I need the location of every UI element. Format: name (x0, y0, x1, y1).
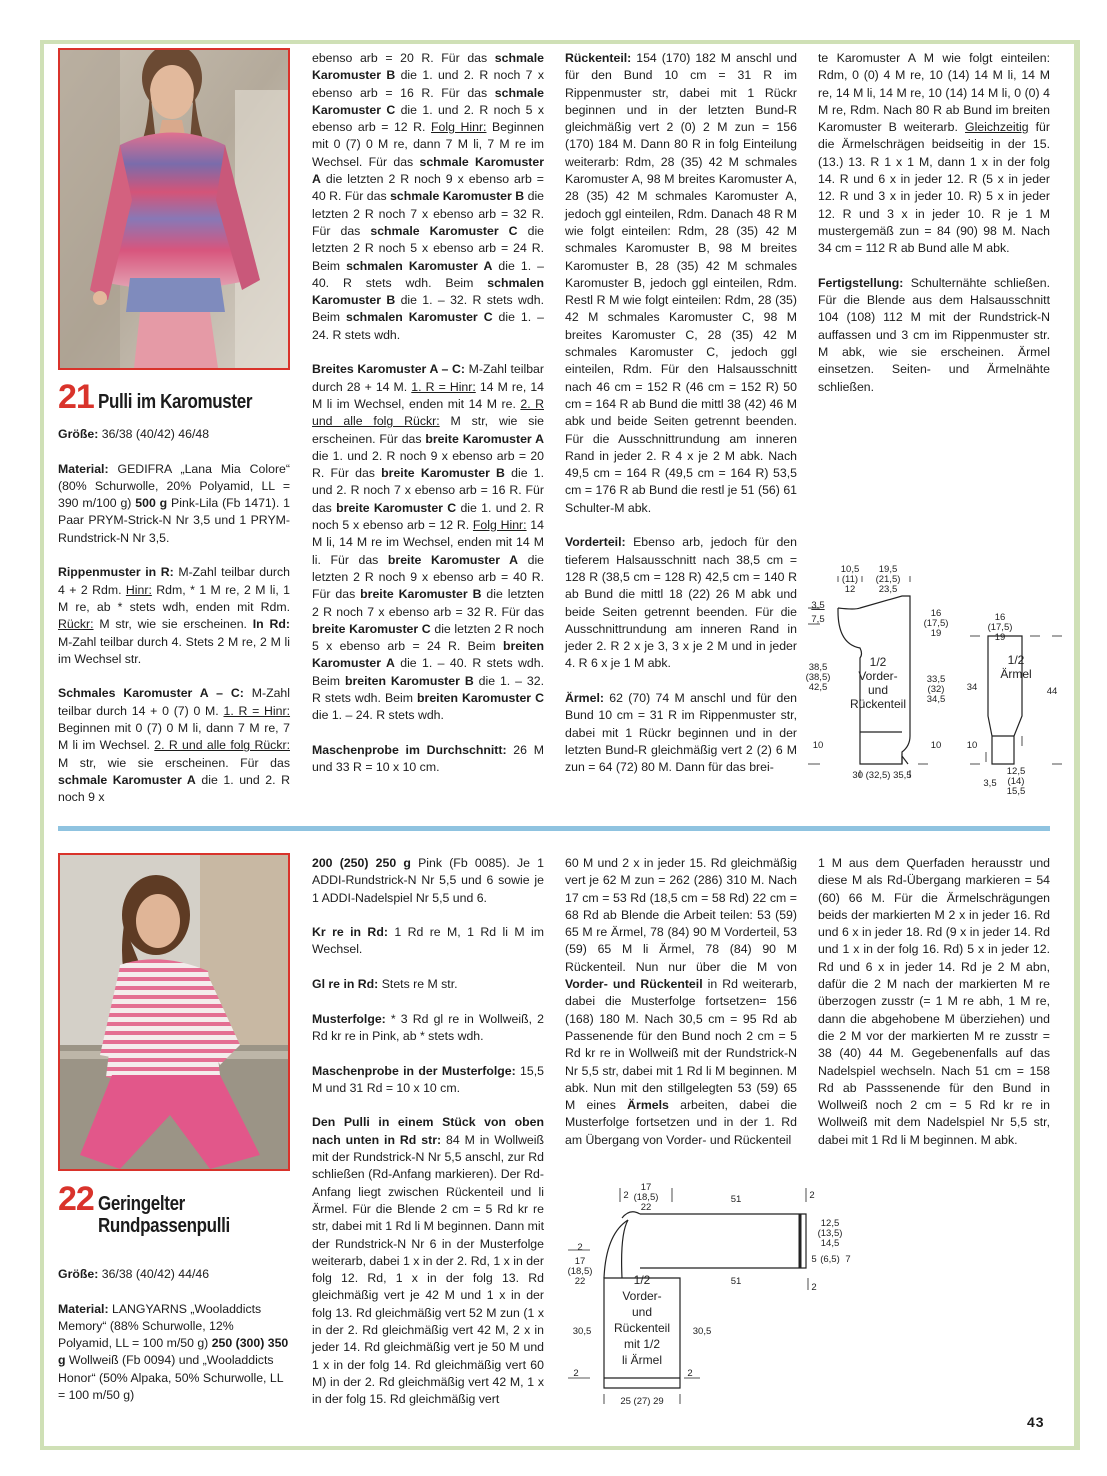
dim-text: (32) (927, 684, 945, 695)
c2-t8: die 1. – 40. R stets wdh. Beim (312, 258, 545, 290)
pattern-title-21: Pulli im Karomuster (98, 391, 253, 413)
c3-t1: 60 M und 2 x in jeder 15. Rd gleichmäßig vert je 62 M zun = 262 (286) 310 M. Nach 17 cm = 53 Rd (18,5 cm = 58 Rd) 22 cm = 68 Rd ab Blende die Arbeit teilen: 53 (59) 65 M re Ärmel, 78 (84) 90 M Vorderteil, 53 (59) 65 M li Ärmel, 78 (84) 90 M Rückenteil. Nun nur über die M von (565, 856, 797, 974)
schmal-text-1: M-Zahl teilbar durch 14 + 0 (7) 0 M. (58, 686, 290, 718)
label-maschenprobe-22: Maschenprobe in der Musterfolge: (312, 1063, 516, 1078)
rippen-text-2: Rdm, * 1 M re, 2 M li, 1 M re, ab * stets wdh, enden mit Rdm. (58, 582, 291, 614)
breit-kb3: breiten Karomuster B (344, 673, 474, 688)
col-21-4 (818, 50, 1050, 396)
c2-kc3: schmalen Karomuster C (346, 310, 493, 325)
dim-text: (11) (841, 574, 859, 585)
dim-text: 12,5 (1006, 766, 1026, 777)
dim-text: 10 (812, 740, 824, 751)
col-22-3 (565, 855, 797, 1149)
piece-label: mit 1/2 (623, 1337, 661, 1351)
col-22-4 (818, 855, 1050, 1149)
breit-t13: die 1. – 24. R stets wdh. (312, 708, 444, 723)
dim-text: 10,5 (840, 564, 860, 575)
breit-t12: die 1. – 32. R stets wdh. Beim (312, 673, 545, 705)
label-groesse-22: Größe: (58, 1267, 99, 1281)
schmal-text-2: Beginnen mit 0 (7) 0 M li, dann 7 M re, 7 M li im Wechsel. (58, 721, 290, 753)
c2-kc: schmale Karomuster C (312, 85, 544, 117)
col-21-1 (58, 426, 290, 807)
piece-label: Vorder- (622, 1289, 662, 1303)
dim-text: 2 (577, 1242, 583, 1253)
piece-label: Rückenteil (849, 697, 907, 711)
maschenprobe-22: 15,5 M und 31 Rd = 10 x 10 cm. (312, 1063, 544, 1095)
label-breites-karomuster: Breites Karomuster A – C: (312, 362, 465, 377)
dim-text: 7,5 (811, 614, 825, 625)
dim-text: 16 (930, 608, 942, 619)
material-21-text: GEDIFRA „Lana Mia Colore“ (80% Schurwolle, 20% Polyamid, LL = 390 m/100 g) (58, 461, 290, 511)
piece-label: li Ärmel (621, 1353, 663, 1367)
section-divider (58, 826, 1050, 831)
piece-label: und (867, 683, 889, 697)
breit-t2: 14 M re, 14 M li im Wechsel, enden mit 14 M re. (312, 379, 544, 411)
dim-text: 30 (32,5) 35,5 (852, 770, 912, 781)
c2-t2: die 1. und 2. R noch 7 x ebenso arb = 16 R. Für das (312, 68, 544, 100)
vorderteil-text: Ebenso arb, jedoch für den tieferem Halsausschnitt nach 38,5 cm = 128 R (38,5 cm = 128 R) 42,5 cm = 140 R ab Bund die mittl 18 (22) 26 M abk und beide Seiten getrennt beenden. Für die Ausschnittrundung am inneren Rand in jeder 2. R 2 x je 3, 3 x je 2 M und in jeder 4. R 6 x je 1 M abk. (565, 535, 797, 671)
breit-kc: breite Karomuster C (336, 500, 457, 515)
c3-t2: in Rd weiterarb, dabei die Musterfolge fortsetzen= 156 (168) 180 M. Nach 30,5 cm = 95 Rd ab Passenende für den Bund noch 2 cm = 5 Rd kr re in Wollweiß mit der Rundstrick-N Nr 5,5 str, dabei mit 1 Rd li M beginnen. M abk. Nun mit den stillgelegten 53 (59) 65 M eines (565, 977, 797, 1113)
rippen-rueckr: Rückr: (58, 617, 94, 632)
dim-text: 22 (574, 1276, 586, 1287)
rippen-text-1: M-Zahl teilbar durch 4 + 2 Rdm. (58, 565, 290, 597)
dim-text: 17 (640, 1182, 652, 1193)
breit-t7: 14 M li, 14 M re im Wechsel, enden mit 14 M li. Für das (312, 518, 544, 567)
c2-folg: Folg Hinr: (431, 120, 487, 135)
dim-text: 2 (687, 1368, 693, 1379)
dim-text: (6,5) (820, 1254, 840, 1265)
breit-t9: die letzten 2 R noch 7 x ebenso arb = 32 R. Für das (312, 587, 544, 619)
breit-t11: die 1. – 40. R stets wdh. Beim (312, 656, 544, 688)
breit-kc3: breiten Karomuster C (417, 690, 544, 705)
dim-text: 33,5 (926, 674, 946, 685)
piece-label: Rückenteil (613, 1321, 671, 1335)
aermel-text: 62 (70) 74 M anschl und für den Bund 10 cm = 31 R im Rippenmuster str, dabei mit 1 Rückr beginnen und in der letzten Bund-R gleichmäßig vert 2 (2) 6 M zun = 64 (72) 80 M. Dann für das brei- (565, 690, 797, 775)
photo-21-image (60, 50, 288, 368)
breit-r2: 2. R und alle folg Rückr: (312, 396, 544, 429)
label-rueckenteil: Rückenteil: (565, 51, 632, 65)
dim-text: 12 (844, 584, 856, 595)
c2-t1: ebenso arb = 20 R. Für das (312, 51, 495, 65)
c2-kb: schmale Karomuster B (312, 51, 544, 83)
dim-text: 30,5 (572, 1326, 592, 1337)
label-vorderteil: Vorderteil: (565, 535, 626, 550)
dim-text: (21,5) (875, 574, 901, 585)
label-rippenmuster: Rippenmuster in R: (58, 565, 174, 580)
label-fertigstellung: Fertigstellung: (818, 275, 904, 290)
dim-text: 17 (574, 1256, 586, 1267)
gl-text: Stets re M str. (378, 977, 458, 992)
material-21-text2: Pink-Lila (Fb 1471). 1 Paar PRYM-Strick-N Nr 3,5 und 1 PRYM-Rundstrick-N Nr 3,5. (58, 496, 290, 545)
maschenprobe-21: 26 M und 33 R = 10 x 10 cm. (312, 742, 544, 775)
breit-t10: die letzten 2 R noch 5 x ebenso arb = 24 R. Beim (312, 621, 544, 654)
piece-label: 1/2 (869, 655, 887, 669)
material-21-amount: 500 g (135, 496, 168, 511)
photo-22-image (60, 855, 288, 1169)
dim-text: 10 (966, 740, 978, 751)
schmal-r1: 1. R = Hinr: (223, 703, 291, 718)
dim-text: (17,5) (923, 618, 949, 629)
breit-r1: 1. R = Hinr: (411, 379, 476, 394)
schematic-22 (560, 1178, 860, 1410)
dim-text: 19 (994, 632, 1006, 643)
rippen-inrd: In Rd: (252, 617, 290, 632)
breit-folg: Folg Hinr: (472, 518, 527, 533)
c2-kb2: schmale Karomuster B (390, 189, 525, 204)
col-21-2 (312, 50, 544, 776)
dim-text: (38,5) (805, 672, 831, 683)
label-kr-re: Kr re in Rd: (312, 925, 388, 940)
col-21-3 (565, 50, 797, 776)
c2-kc2: schmale Karomuster C (370, 223, 518, 238)
groesse-22: 36/38 (40/42) 44/46 (98, 1267, 210, 1281)
dim-text: 34,5 (926, 694, 946, 705)
breit-kb: breite Karomuster B (381, 466, 505, 481)
piece-label: 1/2 (1007, 653, 1025, 667)
col-22-2 (312, 855, 544, 1409)
c2-kb3: schmalen Karomuster B (312, 275, 544, 308)
dim-text: (17,5) (987, 622, 1013, 633)
label-groesse-21: Größe: (58, 427, 99, 441)
dim-text: 14,5 (820, 1238, 840, 1249)
breit-t3: M str, wie sie erscheinen. Für das (312, 414, 544, 446)
label-musterfolge: Musterfolge: (312, 1011, 386, 1026)
label-pulli-oben: Den Pulli in einem Stück von oben nach unten in Rd str: (312, 1115, 544, 1147)
breit-t5: die 1. und 2. R noch 7 x ebenso arb = 16 R. Für das (312, 466, 544, 515)
groesse-21: 36/38 (40/42) 46/48 (98, 427, 210, 441)
pattern-title-22-line1: Geringelter (98, 1193, 186, 1215)
label-maschenprobe-21: Maschenprobe im Durchschnitt: (312, 742, 507, 757)
breit-t8: die letzten 2 R noch 9 x ebenso arb = 40 R. Für das (312, 552, 545, 602)
dim-text: 22 (640, 1202, 652, 1213)
rippen-text-4: M-Zahl teilbar durch 4. Stets 2 M re, 2 M li im Wechsel str. (58, 634, 290, 666)
c4-22-text: 1 M aus dem Querfaden herausstr und diese M als Rd-Übergang markieren = 54 (60) 66 M. Für die Ärmelschrägungen beids der markierten M 2 x in jeder 16. Rd und 6 x in jeder 18. Rd (9 x in jeder 14. Rd und 1 x in der folg 16. Rd) 5 x in jeder 12. Rd und 6 x in jeder 14. Rd je 2 M abn, dafür die 2 M nach der markierten M re überzogen zusstr (= 1 M re abh, 1 M re, dann die abgehobene M überziehen) und die 2 M vor der markierten M re zusstr = 38 (40) 44 M. Gegebenenfalls auf das Nadelspiel wechseln. Nach 51 cm = 158 Rd ab Passsenende für den Bund in Wollweiß noch 2 cm = 5 Rd kr re in Wollweiß mit dem Nadelspiel Nr 5,5 str, dabei mit 1 Rd li M beginnen. M abk. (818, 856, 1050, 1147)
c22-needles: Pink (Fb 0085). Je 1 ADDI-Rundstrick-N Nr 5,5 und 6 sowie je 1 ADDI-Nadelspiel Nr 5,5 und 6. (312, 856, 544, 905)
title-21 (58, 378, 280, 417)
dim-text: 16 (994, 612, 1006, 623)
label-aermel: Ärmel: (565, 690, 604, 705)
dim-text: 5 (811, 1254, 817, 1265)
c2-ka3: schmalen Karomuster A (346, 258, 493, 273)
dim-text: (14) (1007, 776, 1025, 787)
rippen-hinr: Hinr: (125, 582, 152, 597)
material-22-text: LANGYARNS „Wooladdicts Memory“ (88% Schurwolle, 12% Polyamid, LL = 100 m/50 g) (58, 1301, 262, 1351)
schmal-text-4: die 1. und 2. R noch 9 x (58, 772, 290, 805)
schmal-ka: schmale Karomuster A (58, 772, 196, 787)
dim-text: 51 (730, 1276, 742, 1287)
c4-t1: te Karomuster A M wie folgt einteilen: Rdm, 0 (0) 4 M re, 10 (14) 14 M li, 14 M re, 14 M li, 14 M re, 10 (14) 14 M li, 0 (0) 4 M re, Rdm. Nach 80 R ab Bund im breiten Karomuster B weiterarb. (818, 51, 1050, 135)
c2-t9: die 1. – 32. R stets wdh. Beim (312, 293, 544, 325)
c2-t6: die letzten 2 R noch 7 x ebenso arb = 32 R. Für das (312, 189, 545, 238)
c2-t5: die letzten 2 R noch 9 x ebenso arb = 40 R. Für das (312, 172, 544, 204)
c4-gleichzeitig: Gleichzeitig (965, 120, 1029, 135)
breit-ka2: breite Karomuster A (387, 552, 519, 567)
dim-text: 23,5 (878, 584, 898, 595)
dim-text: 15,5 (1006, 786, 1026, 797)
dim-text: 19,5 (878, 564, 898, 575)
col-22-1 (58, 1266, 290, 1404)
c3-t3: arbeiten, dabei die Musterfolge fortsetzen und in der 1. Rd am Übergang von Vorder- und Rückenteil (565, 1098, 797, 1147)
pattern-number-22: 22 (58, 1180, 94, 1218)
photo-21 (58, 48, 290, 370)
dim-text: 3,5 (983, 778, 997, 789)
photo-22 (58, 853, 290, 1171)
c2-t10: die 1. – 24. R stets wdh. (312, 310, 544, 342)
dim-text: 2 (623, 1190, 629, 1201)
material-22-text2: Wollweiß (Fb 0094) und „Wooladdicts Honor“ (50% Alpaka, 50% Schurwolle, LL = 100 m/50 g) (58, 1353, 284, 1403)
label-material-22: Material: (58, 1301, 109, 1316)
dim-text: 2 (809, 1190, 815, 1201)
kr-text: 1 Rd re M, 1 Rd li M im Wechsel. (312, 925, 544, 957)
dim-text: 51 (730, 1194, 742, 1205)
dim-text: 10 (930, 740, 942, 751)
c22-amount: 200 (250) 250 g (312, 856, 411, 870)
c3-vr: Vorder- und Rückenteil (565, 977, 703, 992)
dim-text: (18,5) (633, 1192, 659, 1203)
schmal-r2: 2. R und alle folg Rückr: (154, 738, 290, 753)
dim-text: 2 (573, 1368, 579, 1379)
breit-ka3: breiten Karomuster A (312, 639, 544, 671)
c2-t7: die letzten 2 R noch 5 x ebenso arb = 24 R. Beim (312, 223, 545, 273)
dim-text: (13,5) (817, 1228, 843, 1239)
dim-text: 38,5 (808, 662, 828, 673)
breit-kb2: breite Karomuster B (360, 587, 482, 602)
dim-text: 19 (930, 628, 942, 639)
dim-text: 34 (966, 682, 978, 693)
dim-text: (18,5) (567, 1266, 593, 1277)
schmal-text-3: M str, wie sie erscheinen. Für das (58, 755, 290, 770)
piece-label: Ärmel (1000, 667, 1032, 681)
material-22-amount: 250 (300) 350 g (58, 1336, 289, 1368)
piece-label: und (631, 1305, 653, 1319)
c4-t2: für die Ärmelschrägen beidseitig in der 15. (13.) 13. R 1 x 1 M, dann 1 x in der folg 14. R und 6 x in jeder 12. R (5 x in jeder 12. R und 3 x in jeder 10. R) 5 x in jeder 12. R und 3 x in jeder 10. R je 1 M mustergemäß zun = 84 (90) 98 M. Nach 34 cm = 112 R ab Bund alle M abk. (818, 120, 1050, 256)
breit-t1: M-Zahl teilbar durch 28 + 14 M. (312, 362, 544, 394)
fertigstellung-text: Schulternähte schließen. Für die Blende aus dem Halsausschnitt 104 (108) 112 M mit der Rundstrick-N auffassen und 3 cm im Rippenmuster str. M abk, wie sie erscheinen. Ärmel einsetzen. Seiten- und Ärmelnähte schließen. (818, 275, 1050, 394)
breit-kc2: breite Karomuster C (312, 621, 431, 636)
pattern-number-21: 21 (58, 378, 94, 416)
dim-text: 7 (845, 1254, 851, 1265)
dim-text: 44 (1046, 686, 1058, 697)
breit-t4: die 1. und 2. R noch 9 x ebenso arb = 20 R. Für das (312, 448, 544, 481)
breit-t6: die 1. und 2. R noch 5 x ebenso arb = 12 R. (312, 500, 544, 533)
piece-label: 1/2 (633, 1273, 651, 1287)
label-schmales-karomuster: Schmales Karomuster A – C: (58, 686, 244, 701)
pulli-text: 84 M in Wollweiß mit der Rundstrick-N Nr 5,5 anschl, zur Rd schließen (Rd-Anfang markieren). Der Rd-Anfang liegt zwischen Rückenteil und li Ärmel. Für die Blende 2 cm = 5 Rd kr re str, dabei mit 1 Rd li M beginnen. Dann mit der Rundstrick-N Nr 6 in der Musterfolge weiterarb, dabei 1 x in der 2. Rd, 1 x in der folg 12. Rd, 1 x in der folg 13. Rd gleichmäßig vert je 42 M und 1 x in der folg 13. Rd gleichmäßig vert 52 M zun (1 x in der 2. Rd gleichmäßig vert 42 M, 2 x in jeder 14. Rd gleichmäßig vert je 50 M und 1 x in der folg 14. Rd gleichmäßig vert 60 M) in der 2. Rd gleichmäßig vert 42 M, 1 x in der folg 15. Rd gleichmäßig vert (312, 1132, 544, 1407)
dim-text: 2 (811, 1282, 817, 1293)
title-22 (58, 1180, 253, 1238)
piece-label: Vorder- (858, 669, 898, 683)
musterfolge-text: * 3 Rd gl re in Wollweiß, 2 Rd kr re in Pink, ab * stets wdh. (312, 1011, 544, 1043)
dim-text: 30,5 (692, 1326, 712, 1337)
rueckenteil-text: 154 (170) 182 M anschl und für den Bund 10 cm = 31 R im Rippenmuster str, dabei mit 1 Rückr beginnen und in der letzten Bund-R gleichmäßig vert 2 (0) 2 M zun = 156 (170) 184 M. Dann 80 R in folg Einteilung weiterarb: Rdm, 28 (35) 42 M schmales Karomuster A, 98 M breites Karomuster A, 28 (35) 42 M schmales Karomuster A, jedoch ggl einteilen, Rdm. Danach 48 R M wie folgt einteilen: Rdm, 28 (35) 42 M schmales Karomuster B, 98 M breites Karomuster B, 28 (35) 42 M schmales Karomuster B, jedoch ggl einteilen, Rdm. Restl R M wie folgt einteilen: Rdm, 28 (35) 42 M schmales Karomuster C, 98 M breites Karomuster C, 28 (35) 42 M schmales Karomuster C, jedoch ggl einteilen, Rdm. Für den Halsausschnitt nach 46 cm = 152 R (46 cm = 152 R) 50 cm = 164 R ab Bund die mittl 38 (42) 46 M abk und beide Seiten getrennt beenden. Für die Ausschnittrundung am inneren Rand in jeder 2. R 4 x je 2 M abk. Nach 49,5 cm = 164 R (49,5 cm = 164 R) 53,5 cm = 176 R ab Bund die restl je 51 (56) 61 Schulter-M abk. (565, 51, 797, 515)
c2-ka2: schmale Karomuster A (312, 154, 545, 187)
dim-text: 25 (27) 29 (620, 1396, 664, 1407)
breit-ka: breite Karomuster A (425, 431, 544, 446)
dim-text: 12,5 (820, 1218, 840, 1229)
dim-text: 3,5 (811, 600, 825, 611)
dim-text: 42,5 (808, 682, 828, 693)
rippen-text-3: M str, wie sie erscheinen. (93, 617, 253, 632)
label-gl-re: Gl re in Rd: (312, 977, 379, 992)
page-number: 43 (1027, 1414, 1045, 1430)
c2-t4: Beginnen mit 0 (7) 0 M re, dann 7 M li, 7 M re im Wechsel. Für das (312, 120, 544, 169)
label-material-21: Material: (58, 461, 109, 476)
c3-aermel: Ärmels (627, 1098, 669, 1113)
pattern-title-22-line2: Rundpassenpulli (98, 1215, 230, 1237)
c2-t3: die 1. und 2. R noch 5 x ebenso arb = 12 R. (312, 102, 544, 135)
schematic-21 (800, 556, 1070, 802)
